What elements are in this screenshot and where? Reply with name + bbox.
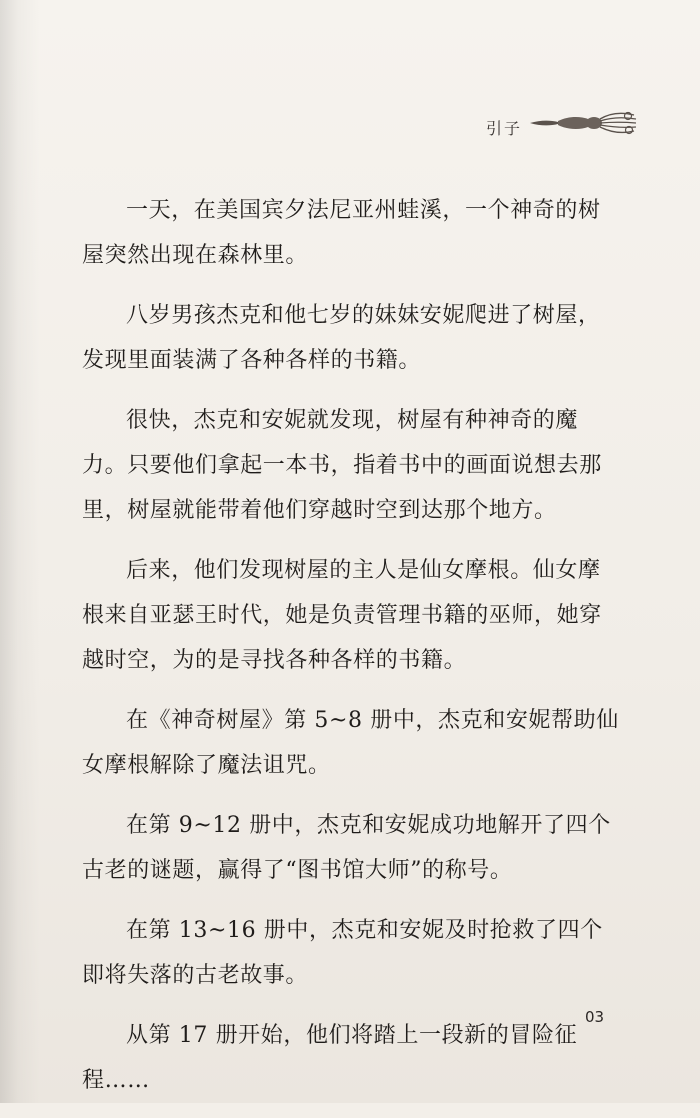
page-number: 03 xyxy=(585,1008,605,1026)
paragraph: 在《神奇树屋》第 5~8 册中，杰克和安妮帮助仙女摩根解除了魔法诅咒。 xyxy=(82,708,619,778)
paragraph: 在第 13~16 册中，杰克和安妮及时抢救了四个即将失落的古老故事。 xyxy=(82,918,603,988)
paragraph: 在第 9~12 册中，杰克和安妮成功地解开了四个古老的谜题，赢得了“图书馆大师”的称号。 xyxy=(82,813,611,883)
paragraph: 一天，在美国宾夕法尼亚州蛙溪，一个神奇的树屋突然出现在森林里。 xyxy=(82,198,601,268)
paragraph: 八岁男孩杰克和他七岁的妹妹安妮爬进了树屋，发现里面装满了各种各样的书籍。 xyxy=(82,303,601,373)
squid-ornament-icon xyxy=(528,110,638,136)
paragraph: 很快，杰克和安妮就发现，树屋有种神奇的魔力。只要他们拿起一本书，指着书中的画面说想去那里，树屋就能带着他们穿越时空到达那个地方。 xyxy=(82,408,602,523)
paragraph: 后来，他们发现树屋的主人是仙女摩根。仙女摩根来自亚瑟王时代，她是负责管理书籍的巫师，她穿越时空，为的是寻找各种各样的书籍。 xyxy=(82,558,602,673)
paragraph: 从第 17 册开始，他们将踏上一段新的冒险征程…… xyxy=(82,1023,578,1093)
running-header xyxy=(470,110,660,140)
body-text xyxy=(82,188,622,1118)
chapter-title: 引子 xyxy=(486,119,523,138)
